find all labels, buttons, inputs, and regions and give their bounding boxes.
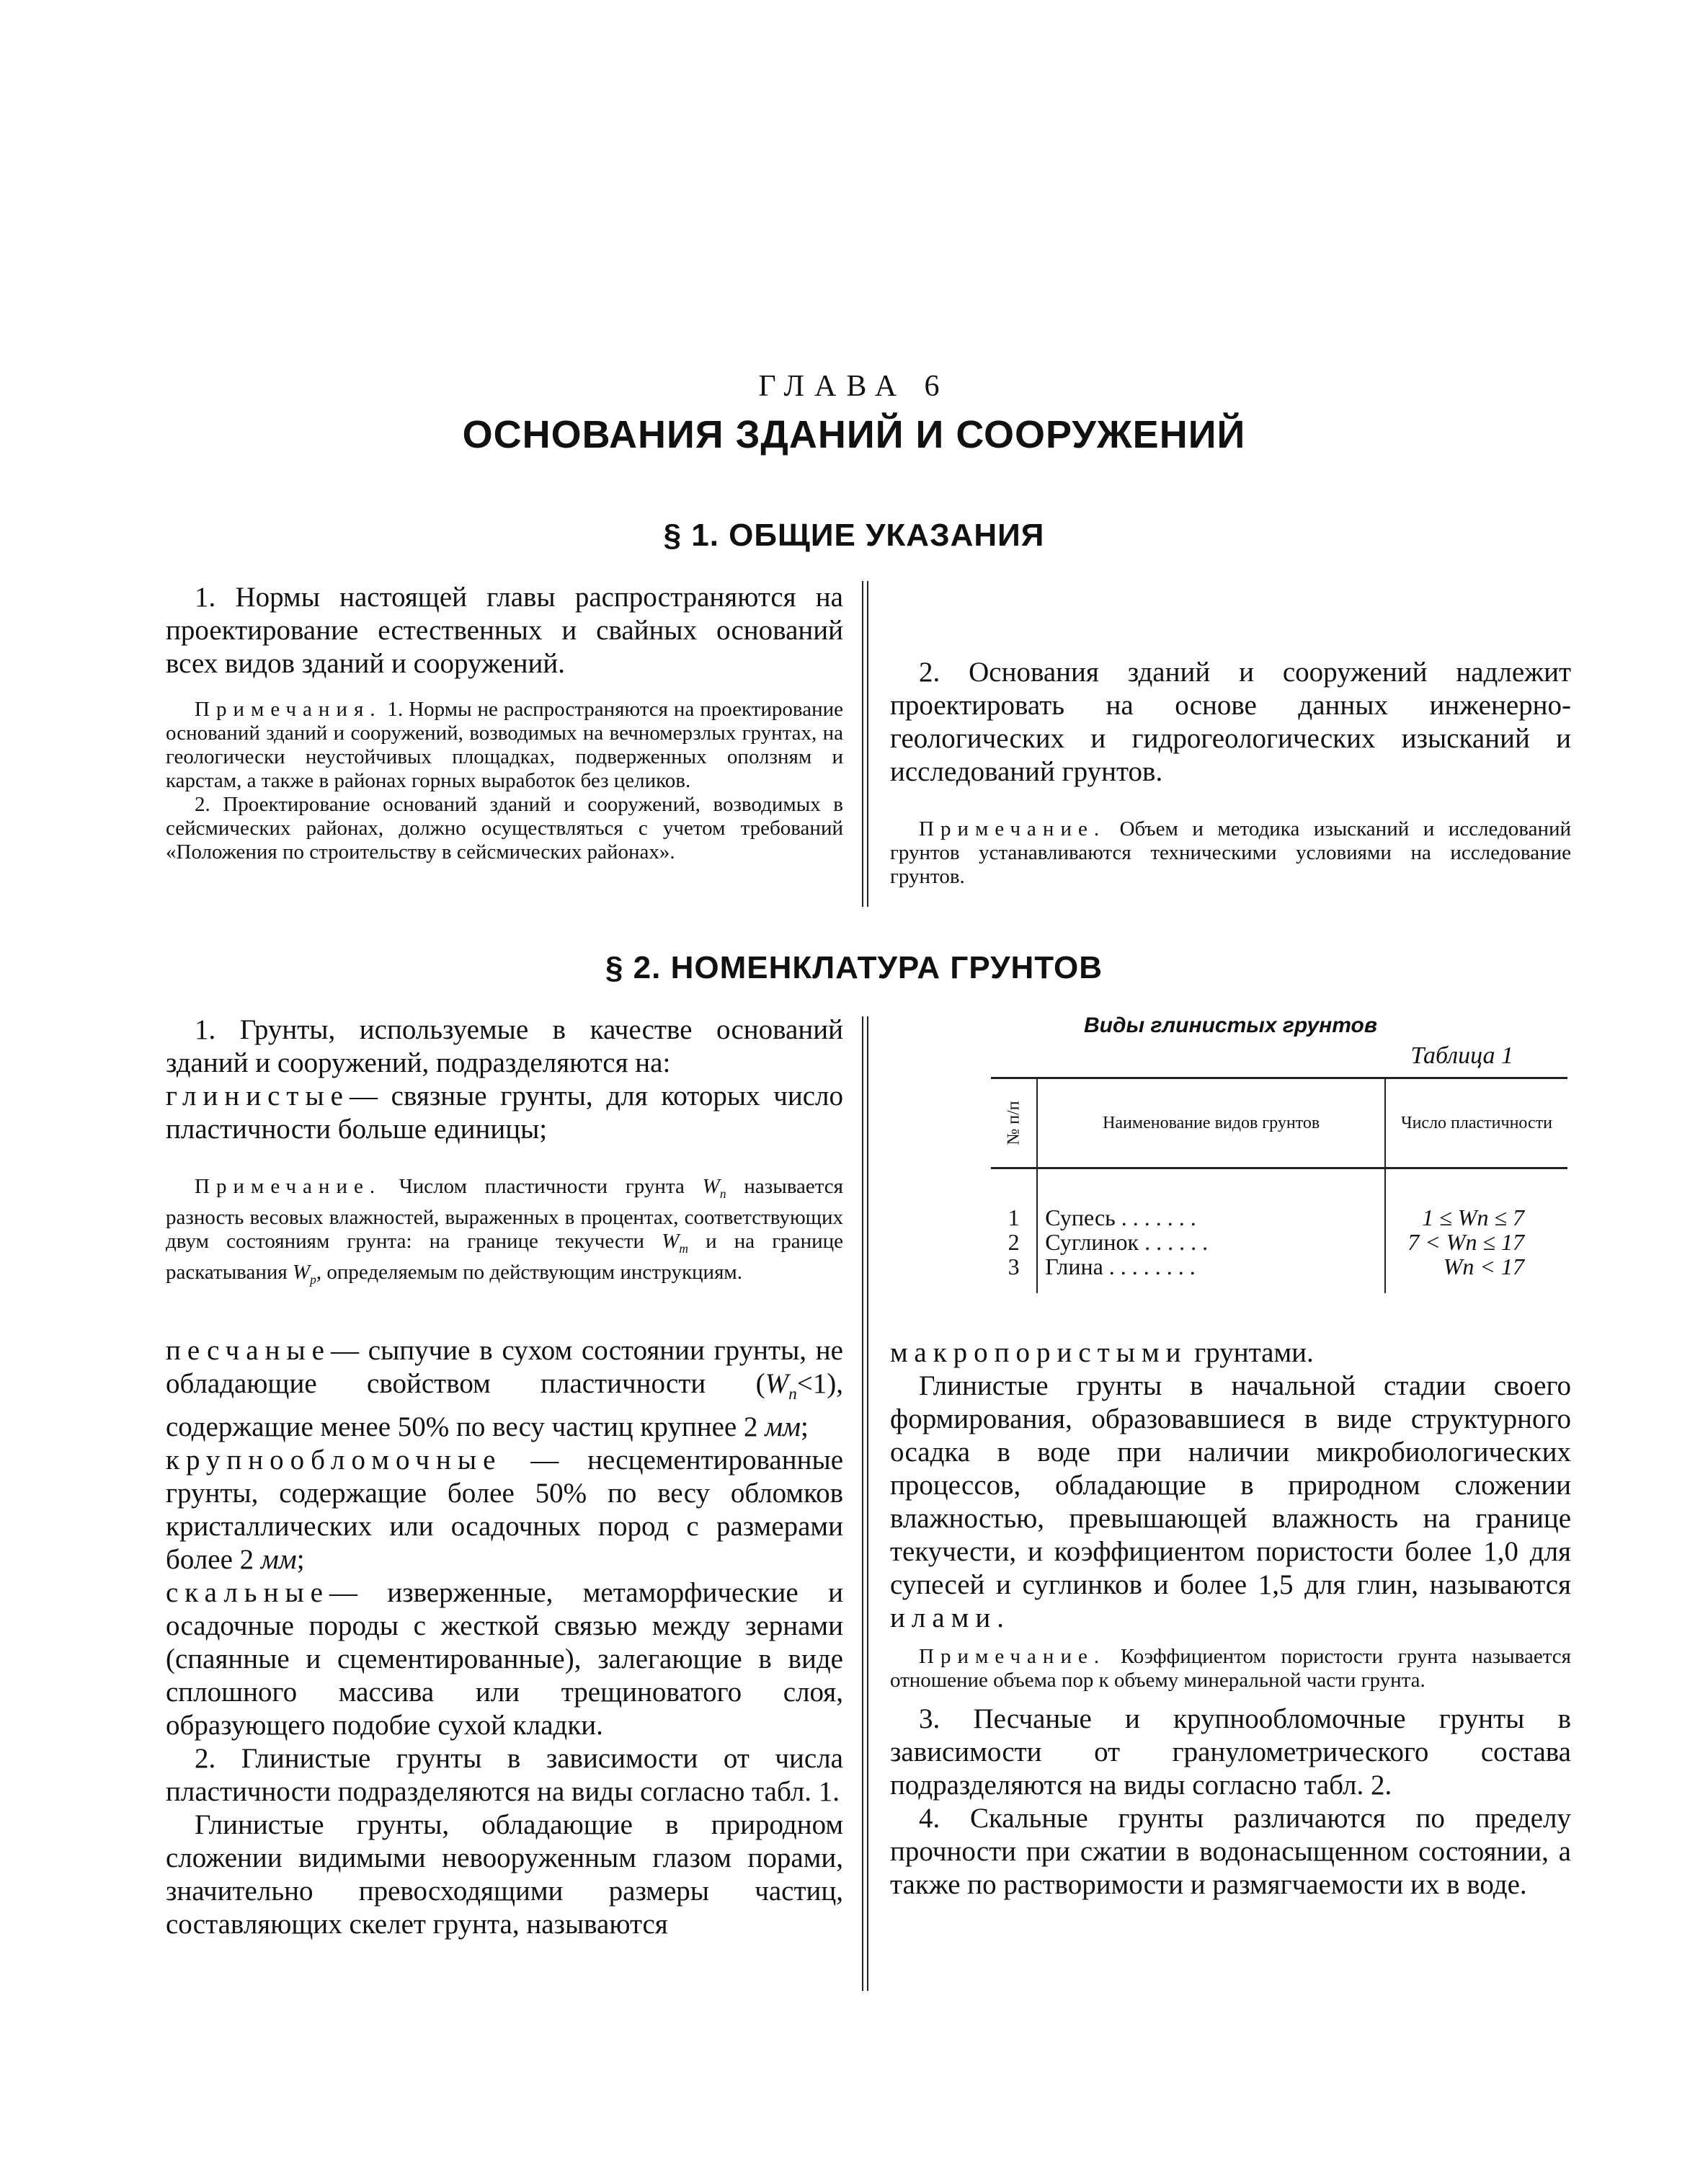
rock-def: — изверженные, метаморфические и осадочные породы с жесткой связью между зернами (спаянные и сцементированные), залегающие в виде сплошного массива или трещиноватого слоя, образующего подобие сухой кладки.	[166, 1577, 843, 1742]
wp-subscript-2: п	[788, 1385, 797, 1404]
macro-end: грунтами.	[1194, 1337, 1314, 1368]
chapter-label: ГЛАВА 6	[758, 370, 950, 403]
porosity-note-label: Примечание.	[919, 1645, 1106, 1668]
section-2-paragraph-4: Глинистые грунты в начальной стадии своего формирования, образовавшиеся в виде структурного осадка в воде при наличии микробиологических процессов, обладающие в природном сложении влажностью, превышающей влажность на границе текучести, и коэффициентом пористости более 1,0 для супесей и суглинков и более 1,5 для глин, называются илами.	[890, 1370, 1571, 1633]
coarse-def: — несцементированные грунты, содержащие более 50% по весу обломков кристаллических или осадочных пород с размерами более 2	[166, 1445, 844, 1576]
section-2-title: § 2. НОМЕНКЛАТУРА ГРУНТОВ	[605, 950, 1103, 985]
table-1-number: Таблица 1	[1410, 1042, 1513, 1069]
porosity-note-text: Коэффициентом пористости грунта называется отношение объема пор к объему минеральной части грунта.	[890, 1645, 1571, 1692]
sand-def-a: — сыпучие в сухом состоянии грунты, не обладающие свойством пластичности (	[166, 1335, 843, 1400]
wt-symbol: W	[662, 1229, 680, 1253]
row-number: 1	[1008, 1204, 1020, 1230]
section-2-left-column	[166, 1013, 843, 1941]
note-3-label: Примечание.	[919, 817, 1106, 840]
section-1-note-3	[890, 817, 1571, 889]
wp-symbol: W	[702, 1175, 720, 1198]
silt-term: илами	[890, 1602, 997, 1633]
wt-subscript: т	[679, 1241, 688, 1256]
plasticity-note-b: называется разность весовых влажностей, выраженных в процентах, соответствующих двум состояниям грунта: на границе текучести	[166, 1175, 843, 1253]
table-1-col-value: Число пластичности	[1385, 1078, 1567, 1168]
section-1-paragraph-2: 2. Основания зданий и сооружений надлежит проектировать на основе данных инженерно-геологических и гидрогеологических изысканий и исследований грунтов.	[890, 657, 1571, 787]
chapter-title: ОСНОВАНИЯ ЗДАНИЙ И СООРУЖЕНИЙ	[462, 413, 1246, 456]
col-num-label: № п/п	[1004, 1101, 1023, 1145]
plasticity-note-c: и на границе раскатывания	[166, 1229, 843, 1284]
clay-definition	[166, 1080, 843, 1146]
table-1-col-name: Наименование видов грунтов	[1037, 1078, 1385, 1168]
section-2-paragraph-1: 1. Грунты, используемые в качестве оснований зданий и сооружений, подразделяются на:	[166, 1014, 843, 1078]
soil-name: Супесь . . . . . . .	[1037, 1168, 1385, 1230]
note-1: 1. Нормы не распространяются на проектирование оснований зданий и сооружений, возводимых на вечномерзлых грунтах, на геологически неустойчивых площадках, подверженных оползням и карстам, а также в районах горных выработок без целиков.	[166, 698, 843, 792]
section-1-paragraph-1: 1. Нормы настоящей главы распространяются на проектирование естественных и свайных оснований всех видов зданий и сооружений.	[166, 582, 843, 679]
table-row	[991, 1230, 1567, 1254]
row-number: 2	[1008, 1229, 1020, 1255]
section-1-notes	[166, 698, 843, 793]
note-3: Объем и методика изысканий и исследований грунтов устанавливаются техническими условиями на исследование грунтов.	[890, 817, 1572, 888]
wr-subscript: р	[310, 1272, 316, 1287]
section-1-title: § 1. ОБЩИЕ УКАЗАНИЯ	[663, 518, 1045, 553]
clay-def: — связные грунты, для которых число пластичности больше единицы;	[166, 1081, 843, 1145]
table-1	[991, 1077, 1567, 1293]
table-1-col-num	[991, 1078, 1037, 1168]
plasticity-note-label: Примечание.	[195, 1175, 382, 1198]
plasticity-note	[166, 1175, 843, 1291]
coarse-term: крупнообломочные	[166, 1445, 502, 1476]
column-divider-2	[862, 1016, 868, 1991]
table-1-title: Виды глинистых грунтов	[1083, 1013, 1378, 1037]
column-divider-1	[862, 581, 868, 907]
section-2-paragraph-3: Глинистые грунты, обладающие в природном сложении видимыми невооруженным глазом порами, значительно превосходящими размеры частиц, составляющих скелет грунта, называются	[166, 1809, 843, 1940]
wp-symbol-2: W	[765, 1368, 789, 1400]
notes-label: Примечания.	[195, 698, 382, 721]
plasticity-note-a: Числом пластичности грунта	[399, 1175, 685, 1198]
rock-definition	[166, 1576, 843, 1742]
unit-mm-1: мм	[765, 1411, 801, 1443]
wr-symbol: W	[292, 1260, 311, 1284]
rock-term: скальные	[166, 1577, 329, 1609]
plasticity-value: 7 < Wп ≤ 17	[1385, 1230, 1567, 1254]
table-row	[991, 1168, 1567, 1230]
clay-term: глинистые	[166, 1081, 350, 1112]
section-2-paragraph-2: 2. Глинистые грунты в зависимости от числа пластичности подразделяются на виды согласно табл. 1.	[166, 1743, 843, 1808]
porosity-note	[890, 1645, 1571, 1692]
row-number: 3	[1008, 1254, 1020, 1279]
plasticity-value: Wп < 17	[1385, 1254, 1567, 1293]
unit-mm-2: мм	[260, 1544, 297, 1576]
section-2-paragraph-5: 3. Песчаные и крупнообломочные грунты в зависимости от гранулометрического состава подразделяются на виды согласно табл. 2.	[890, 1703, 1571, 1801]
note-2: 2. Проектирование оснований зданий и сооружений, возводимых в сейсмических районах, должно осуществляться с учетом требований «Положения по строительству в сейсмических районах».	[166, 793, 843, 864]
macro-term: макропористыми	[890, 1337, 1188, 1368]
macroporous-definition	[890, 1336, 1571, 1370]
section-1-right-column	[890, 581, 1571, 889]
sand-definition: песчаные— сыпучие в сухом состоянии грунты, не обладающие свойством пластичности $(W_п<1)$, содержащие менее 50% по весу частиц крупнее 2 мм;	[166, 1335, 843, 1443]
table-row	[991, 1254, 1567, 1293]
coarse-definition: крупнообломочные — несцементированные грунты, содержащие более 50% по весу обломков кристаллических или осадочных пород с размерами более 2 мм;	[166, 1445, 844, 1576]
soil-name: Суглинок . . . . . .	[1037, 1230, 1385, 1254]
sand-def-b: <1), содержащие менее 50% по весу частиц крупнее 2	[166, 1368, 843, 1443]
soil-name: Глина . . . . . . . .	[1037, 1254, 1385, 1293]
sand-term: песчаные	[166, 1335, 331, 1367]
plasticity-value: 1 ≤ Wп ≤ 7	[1385, 1168, 1567, 1230]
section-2-paragraph-6: 4. Скальные грунты различаются по пределу прочности при сжатии в водонасыщенном состоянии, а также по растворимости и размягчаемости их в воде.	[890, 1803, 1571, 1900]
section-2-right-column	[890, 1013, 1571, 1902]
section-1-left-column	[166, 581, 843, 864]
silt-text: Глинистые грунты в начальной стадии своего формирования, образовавшиеся в виде структурного осадка в воде при наличии микробиологических процессов, обладающие в природном сложении влажностью, превышающей влажность на границе текучести, и коэффициентом пористости более 1,0 для супесей и суглинков и более 1,5 для глин, называются	[890, 1370, 1571, 1600]
plasticity-note-d: , определяемым по действующим инструкциям.	[316, 1260, 743, 1284]
wp-subscript: п	[719, 1186, 726, 1201]
